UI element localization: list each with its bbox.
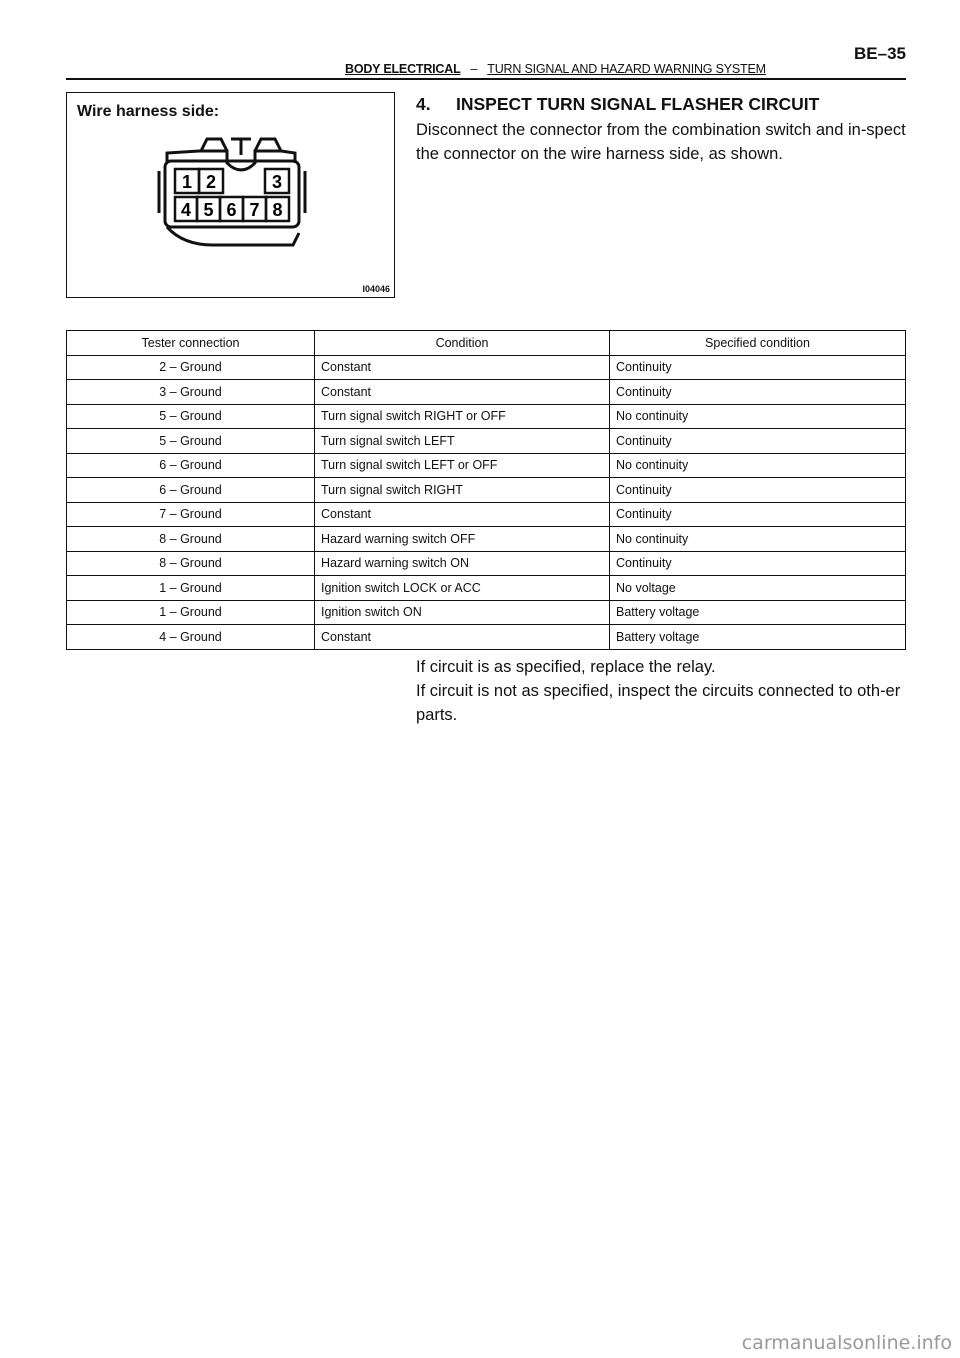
table-row [67,527,906,552]
condition: Ignition switch ON [315,600,610,625]
result-line-1: If circuit is as specified, replace the relay. [416,658,716,676]
table-row [67,429,906,454]
specified-condition: Continuity [610,478,906,503]
condition: Turn signal switch RIGHT [315,478,610,503]
header-condition: Condition [315,331,610,356]
tester-connection: 5 – Ground [67,429,315,454]
pin-2: 2 [205,172,217,192]
page-number: BE–35 [854,44,906,63]
connector-figure [66,92,395,298]
instruction-text: Disconnect the connector from the combination switch and in-spect the connector on the wire harness side, as shown. [416,121,906,163]
specified-condition: Battery voltage [610,600,906,625]
table-row [67,551,906,576]
tester-connection: 1 – Ground [67,576,315,601]
header-rule [66,78,906,80]
specified-condition: Continuity [610,502,906,527]
specified-condition: No voltage [610,576,906,601]
table-row [67,453,906,478]
specified-condition: Continuity [610,380,906,405]
table-row [67,404,906,429]
subsection-title: TURN SIGNAL AND HAZARD WARNING SYSTEM [487,62,766,76]
inspection-table [66,330,906,650]
tester-connection: 8 – Ground [67,551,315,576]
specified-condition: No continuity [610,404,906,429]
condition: Hazard warning switch OFF [315,527,610,552]
figure-label: Wire harness side: [77,103,220,120]
step-title: INSPECT TURN SIGNAL FLASHER CIRCUIT [456,94,820,114]
section-header [345,62,766,76]
tester-connection: 3 – Ground [67,380,315,405]
header-separator: – [470,62,478,76]
tester-connection: 7 – Ground [67,502,315,527]
condition: Ignition switch LOCK or ACC [315,576,610,601]
pin-1: 1 [181,172,193,192]
specified-condition: Continuity [610,551,906,576]
pin-4: 4 [180,200,192,220]
step-heading [416,94,819,115]
table-row [67,625,906,650]
tester-connection: 1 – Ground [67,600,315,625]
figure-code: I04046 [362,284,390,294]
specified-condition: No continuity [610,453,906,478]
condition: Constant [315,380,610,405]
tester-connection: 4 – Ground [67,625,315,650]
condition: Turn signal switch LEFT or OFF [315,453,610,478]
pin-5: 5 [203,200,214,220]
watermark-text: carmanualsonline.info [741,1332,952,1354]
table-row [67,355,906,380]
tester-connection: 8 – Ground [67,527,315,552]
specified-condition: Continuity [610,355,906,380]
condition: Turn signal switch RIGHT or OFF [315,404,610,429]
connector-diagram [153,133,313,253]
result-instructions [416,655,916,727]
header-specified-condition: Specified condition [610,331,906,356]
specified-condition: Continuity [610,429,906,454]
table-row [67,478,906,503]
tester-connection: 6 – Ground [67,453,315,478]
table-row [67,600,906,625]
tester-connection: 5 – Ground [67,404,315,429]
specified-condition: No continuity [610,527,906,552]
pin-8: 8 [272,200,283,220]
specified-condition: Battery voltage [610,625,906,650]
table-header-row [67,331,906,356]
pin-6: 6 [226,200,237,220]
step-instruction [416,118,916,166]
table-row [67,576,906,601]
result-line-2: If circuit is not as specified, inspect the circuits connected to oth-er parts. [416,682,901,724]
header-tester-connection: Tester connection [67,331,315,356]
tester-connection: 2 – Ground [67,355,315,380]
tester-connection: 6 – Ground [67,478,315,503]
condition: Constant [315,355,610,380]
pin-3: 3 [271,172,283,192]
section-title: BODY ELECTRICAL [345,62,461,76]
condition: Hazard warning switch ON [315,551,610,576]
table-row [67,502,906,527]
step-number: 4. [416,94,431,114]
table-row [67,380,906,405]
condition: Constant [315,502,610,527]
condition: Turn signal switch LEFT [315,429,610,454]
pin-7: 7 [249,200,260,220]
condition: Constant [315,625,610,650]
